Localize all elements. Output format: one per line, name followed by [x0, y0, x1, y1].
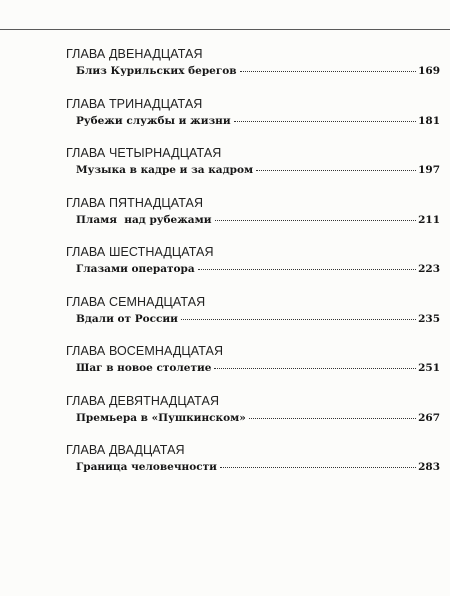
page-number: 181 — [418, 114, 440, 127]
chapter-title: Премьера в «Пушкинском» — [76, 411, 246, 424]
dot-leader — [249, 418, 416, 419]
chapter-title: Близ Курильских берегов — [76, 65, 237, 77]
chapter-heading: ГЛАВА ЧЕТЫРНАДЦАТАЯ — [66, 146, 222, 160]
toc-entry — [66, 97, 440, 147]
chapter-title: Пламя над рубежами — [76, 213, 212, 226]
top-rule — [0, 29, 450, 30]
chapter-heading: ГЛАВА ВОСЕМНАДЦАТАЯ — [66, 344, 224, 358]
chapter-title: Музыка в кадре и за кадром — [76, 164, 254, 176]
chapter-line — [76, 213, 440, 227]
dot-leader — [198, 269, 416, 270]
page-number: 235 — [418, 312, 440, 325]
toc-entry — [66, 295, 440, 345]
chapter-line — [76, 262, 440, 276]
toc-entry — [66, 394, 440, 444]
chapter-line — [76, 114, 440, 128]
dot-leader — [220, 467, 416, 468]
toc-entry — [66, 245, 440, 295]
page-number: 211 — [418, 213, 440, 226]
chapter-line — [76, 361, 440, 375]
chapter-heading: ГЛАВА ТРИНАДЦАТАЯ — [66, 96, 203, 111]
page-number: 251 — [418, 362, 440, 374]
page-number: 197 — [418, 164, 440, 176]
chapter-heading: ГЛАВА ДВЕНАДЦАТАЯ — [66, 47, 203, 61]
toc-entry — [66, 146, 440, 196]
toc-entry — [66, 443, 440, 493]
chapter-title: Граница человечности — [76, 461, 217, 473]
dot-leader — [181, 319, 416, 320]
toc-entry — [66, 47, 440, 97]
chapter-heading: ГЛАВА ШЕСТНАДЦАТАЯ — [66, 245, 214, 259]
chapter-line — [76, 163, 440, 177]
chapter-title: Шаг в новое столетие — [76, 362, 212, 374]
table-of-contents — [66, 47, 440, 493]
chapter-line — [76, 64, 440, 78]
dot-leader — [256, 170, 416, 171]
chapter-heading: ГЛАВА ДЕВЯТНАДЦАТАЯ — [66, 393, 220, 408]
chapter-line — [76, 411, 440, 425]
page-number: 169 — [418, 65, 440, 77]
page-number: 267 — [418, 411, 440, 424]
page-number: 223 — [418, 263, 440, 275]
chapter-title: Вдали от России — [76, 312, 178, 325]
dot-leader — [214, 368, 416, 369]
chapter-heading: ГЛАВА СЕМНАДЦАТАЯ — [66, 294, 206, 309]
chapter-line — [76, 460, 440, 474]
chapter-line — [76, 312, 440, 326]
chapter-heading: ГЛАВА ПЯТНАДЦАТАЯ — [66, 195, 204, 210]
toc-entry — [66, 344, 440, 394]
dot-leader — [240, 71, 417, 72]
chapter-title: Глазами оператора — [76, 263, 195, 275]
toc-entry — [66, 196, 440, 246]
dot-leader — [234, 121, 416, 122]
chapter-heading: ГЛАВА ДВАДЦАТАЯ — [66, 443, 185, 457]
dot-leader — [215, 220, 417, 221]
chapter-title: Рубежи службы и жизни — [76, 114, 231, 127]
page-number: 283 — [418, 461, 440, 473]
